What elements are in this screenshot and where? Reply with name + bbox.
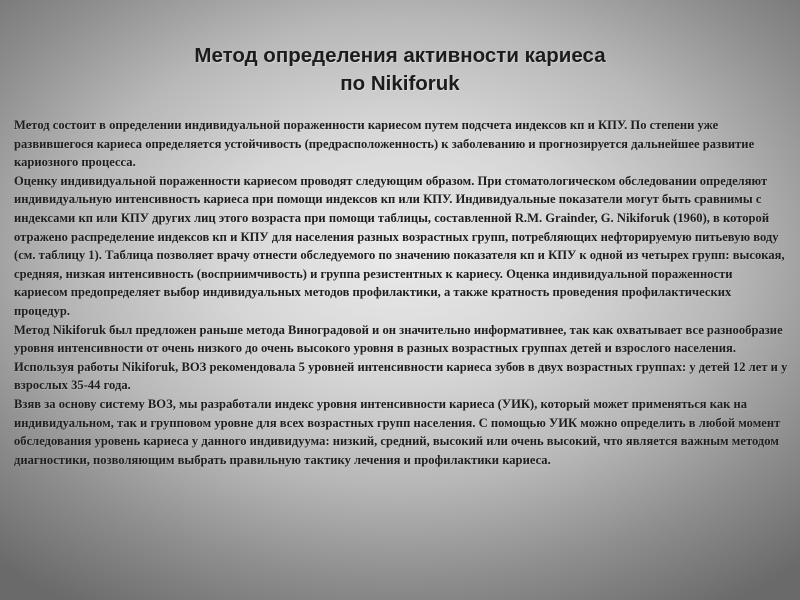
body-paragraph-assessment: Оценку индивидуальной пораженности кариесом проводят следующим образом. При стоматологическом обследовании определяют индивидуальную интенсивность кариеса при помощи индексов кп или КПУ. Индивидуальные показатели могут быть сравнимы с индексами кп или КПУ других лиц этого возраста при помощи таблицы, составленной R.M. Grainder, G. Nikiforuk (1960), в которой отражено распределение индексов кп и КПУ для населения разных возрастных групп, потребляющих нефторируемую питьевую воду (см. таблицу 1). Таблица позволяет врачу отнести обследуемого по значению показателя кп и КПУ к одной из четырех групп: высокая, средняя, низкая интенсивность (восприимчивость) и группа резистентных к кариесу. Оценка индивидуальной пораженности кариесом предопределяет выбор индивидуальных методов профилактики, а также кратность проведения профилактических процедур. [14, 173, 785, 318]
body-paragraph-who: Используя работы Nikiforuk, ВОЗ рекомендовала 5 уровней интенсивности кариеса зубов в двух возрастных группах: у детей 12 лет и у взрослых 35-44 года. [14, 359, 788, 393]
slide-title [0, 42, 800, 98]
slide-title-line-2: по Nikiforuk [340, 72, 460, 95]
body-paragraph-uik: Взяв за основу систему ВОЗ, мы разработали индекс уровня интенсивности кариеса (УИК), который может применяться как на индивидуальном, так и групповом уровне для всех возрастных групп населения. С помощью УИК можно определить в любой момент обследования уровень кариеса у данного индивидуума: низкий, средний, высокий или очень высокий, что является важным методом диагностики, позволяющим выбрать правильную тактику лечения и профилактики кариеса. [14, 396, 781, 467]
slide-body [14, 116, 788, 469]
body-paragraph-method: Метод состоит в определении индивидуальной пораженности кариесом путем подсчета индексов кп и КПУ. По степени уже развившегося кариеса определяется устойчивость (предрасположенность) к заболеванию и прогнозируется дальнейшее развитие кариозного процесса. [14, 118, 755, 170]
body-paragraph-comparison: Метод Nikiforuk был предложен раньше метода Виноградовой и он значительно информативнее, так как охватывает все разнообразие уровня интенсивности от очень низкого до очень высокого уровня в разных возрастных группах детей и взрослого населения. [14, 322, 783, 356]
slide-title-line-1: Метод определения активности кариеса [194, 44, 606, 67]
